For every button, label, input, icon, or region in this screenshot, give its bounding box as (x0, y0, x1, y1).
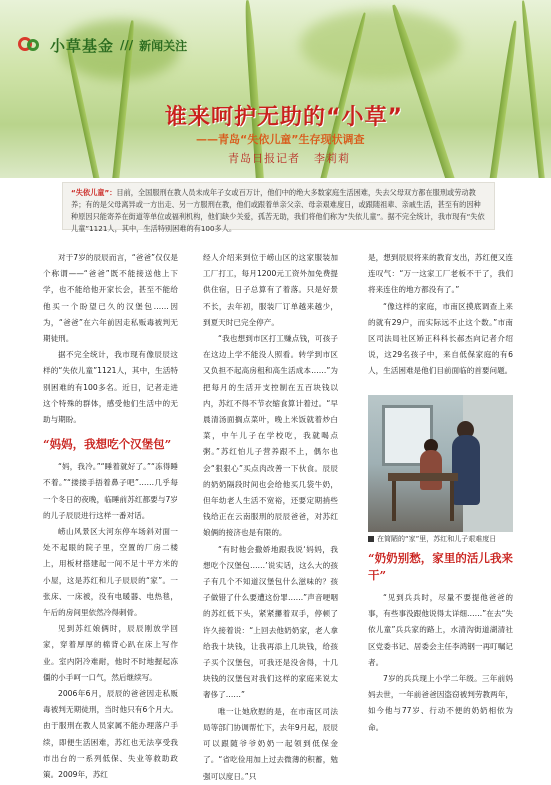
brand-header (18, 34, 187, 56)
grass-blade (488, 20, 519, 178)
section-label: 新闻关注 (139, 38, 188, 53)
paragraph: “有时他会撒娇地跟我说‘妈妈，我想吃个汉堡包……’说实话，这么大的孩子有几个不知道汉堡包什么滋味的？孩子做错了什么要遭这份罪……”声音哽咽的苏红低下头，紧紧攥着双手，停顿了许久接着说：“上回去他奶奶家，老人拿给我十块钱，让我再添上几块钱，给孩子买个汉堡包，可我还是没舍得，十几块钱的汉堡包对我们这样的家庭来说太奢侈了……” (203, 544, 338, 700)
background-foliage (300, 10, 460, 80)
article-subtitle: ——青岛“失依儿童”生存现状调查 (196, 133, 365, 146)
paragraph: 据不完全统计，我市现有像辰辰这样的“失依儿童”1121人，其中，生活特别困难的有100多名。近日，记者走进这个特殊的群体，感受他们生活中的无助与期盼。 (43, 350, 178, 425)
paragraph: 唯一让她欣慰的是，在市南区司法局等部门协调帮忙下，去年9月起，辰辰可以跟随爷爷奶奶一起领到低保金了。“省吃俭用加上过去微薄的积蓄，勉强可以度日。”只 (203, 706, 338, 781)
paragraph: 7岁的兵兵现上小学二年级。三年前妈妈去世，一年前爸爸因盗窃被判劳教两年，如今他与77岁、行动不便的奶奶相依为命。 (368, 674, 513, 732)
brand-separator: /// (120, 38, 134, 52)
byline-source: 青岛日报记者 (228, 152, 300, 165)
lead-text: 目前，全国服刑在教人员未成年子女或百万计，他们中的绝大多数家庭生活困难，失去父母双方都在服刑或劳动教养；有的是父母离异或一方出走、另一方服刑在教，他们或跟着单亲父亲、母亲艰难度日，或跟随祖辈、亲戚生活，甚至有的因种种原因只能寄养在街道等单位或福利机构，他们缺少关爱，孤苦无助，我们将他们称为“失依儿童”。据不完全统计，我市现有“失依儿童”1121人，其中，生活特别困难的有100多人。 (71, 188, 485, 233)
paragraph: 2006年6月，辰辰的爸爸因走私贩毒被判无期徒刑，当时他只有6个月大。由于服刑在教人员家属不能办理落户手续，即便生活困难，苏红也无法享受我市出台的一系列低保、失业等救助政策。2009年，苏红 (43, 689, 178, 780)
section-heading: “奶奶别愁，家里的活儿我来干” (368, 551, 513, 582)
column-2 (203, 250, 338, 785)
hero-banner (0, 0, 551, 178)
paragraph: 崂山风景区大河东停车场斜对面一处不起眼的院子里，空置的厂房二楼上，用板材搭建起一间不足十平方米的小屋，这是苏红和儿子辰辰的“家”。一张床、一床被，没有电暖器、电热毯，午后的房间里依然冷得刺骨。 (43, 527, 178, 618)
caption-bullet-icon (368, 536, 374, 542)
byline-author: 李莉莉 (314, 152, 350, 165)
table (388, 473, 458, 481)
byline (228, 150, 350, 166)
caption-text: 在简陋的“家”里，苏红和儿子艰难度日 (377, 535, 497, 543)
paragraph: 对于7岁的辰辰而言，“爸爸”仅仅是个称谓——“爸爸”既不能接送他上下学，也不能给他开家长会，甚至不能给他买一个盼望已久的汉堡包……因为，“爸爸”在六年前因走私贩毒被判无期徒刑。 (43, 253, 178, 344)
paragraph: “见到兵兵时，尽量不要提他爸爸的事，有些事没跟他说得太详细……”在去“失依儿童”兵兵家的路上，水清沟街道湖清社区党委书记、居委会主任李鸿钢一再叮嘱记者。 (368, 593, 513, 667)
paragraph: “妈，我冷。”“睡着就好了。”“冻得睡不着。”“搂搂手捂着鼻子吧”……几乎每一个冬日的夜晚，临睡前苏红都要与7岁的儿子辰辰进行这样一番对话。 (43, 462, 178, 520)
paragraph: 见到苏红娘俩时，辰辰刚放学回家，穿着厚厚的棉背心趴在床上写作业。室内阴冷难耐，他时不时地握起冻僵的小手呵一口气，然后继续写。 (43, 624, 178, 682)
column-1 (43, 250, 178, 783)
paragraph: 经人介绍来到位于崂山区的这家服装加工厂打工，每月1200元工资外加免费提供住宿，日子总算有了着落。只是好景不长，去年初，服装厂订单越来越少，到夏天时已完全停产。 (203, 253, 338, 327)
lead-label: “失依儿童”： (71, 188, 117, 197)
child-figure (420, 450, 442, 490)
column-3-continued (368, 546, 513, 736)
mother-figure (452, 435, 480, 505)
paragraph: 是，想到辰辰将来的教育支出，苏红便又连连叹气：“万一这家工厂老板不干了，我们将来连住的地方都没有了。” (368, 253, 513, 295)
grass-blade (520, 0, 546, 178)
article-title: 谁来呵护无助的“小草” (165, 105, 403, 130)
lead-box (62, 182, 495, 233)
paragraph: “我也想到市区打工赚点钱，可孩子在这边上学不能没人照看。转学到市区又负担不起高房租和高生活成本……”为把每月的生活开支控制在五百块钱以内，苏红不得不节衣缩食算计着过。“早晨清汤面搁点菜叶，晚上米饭就着炒白菜，中午儿子在学校吃，我就喝点粥。”苏红怕儿子营养跟不上，偶尔也会“狠狠心”买点肉改善一下伙食。辰辰的奶奶隔段时间也会给他买几袋牛奶，但年幼老人生活不宽裕，还要定期捎些钱给正在云南服刑的辰辰爸爸，对苏红娘俩的接济也是有限的。 (203, 334, 338, 538)
photo-caption (368, 534, 518, 544)
article-photo (368, 395, 513, 532)
section-heading: “妈妈，我想吃个汉堡包” (43, 437, 172, 452)
fund-logo-icon (18, 34, 44, 56)
paragraph: “像这样的家庭，市南区摸底调查上来的就有29户，而实际远不止这个数。”市南区司法局社区矫正科科长郝杰向记者介绍说，这29名孩子中，来自低保家庭的有6人，生活困难是他们目前面临的首要问题。 (368, 301, 513, 376)
column-3 (368, 250, 513, 380)
brand-name: 小草基金 (50, 36, 115, 55)
